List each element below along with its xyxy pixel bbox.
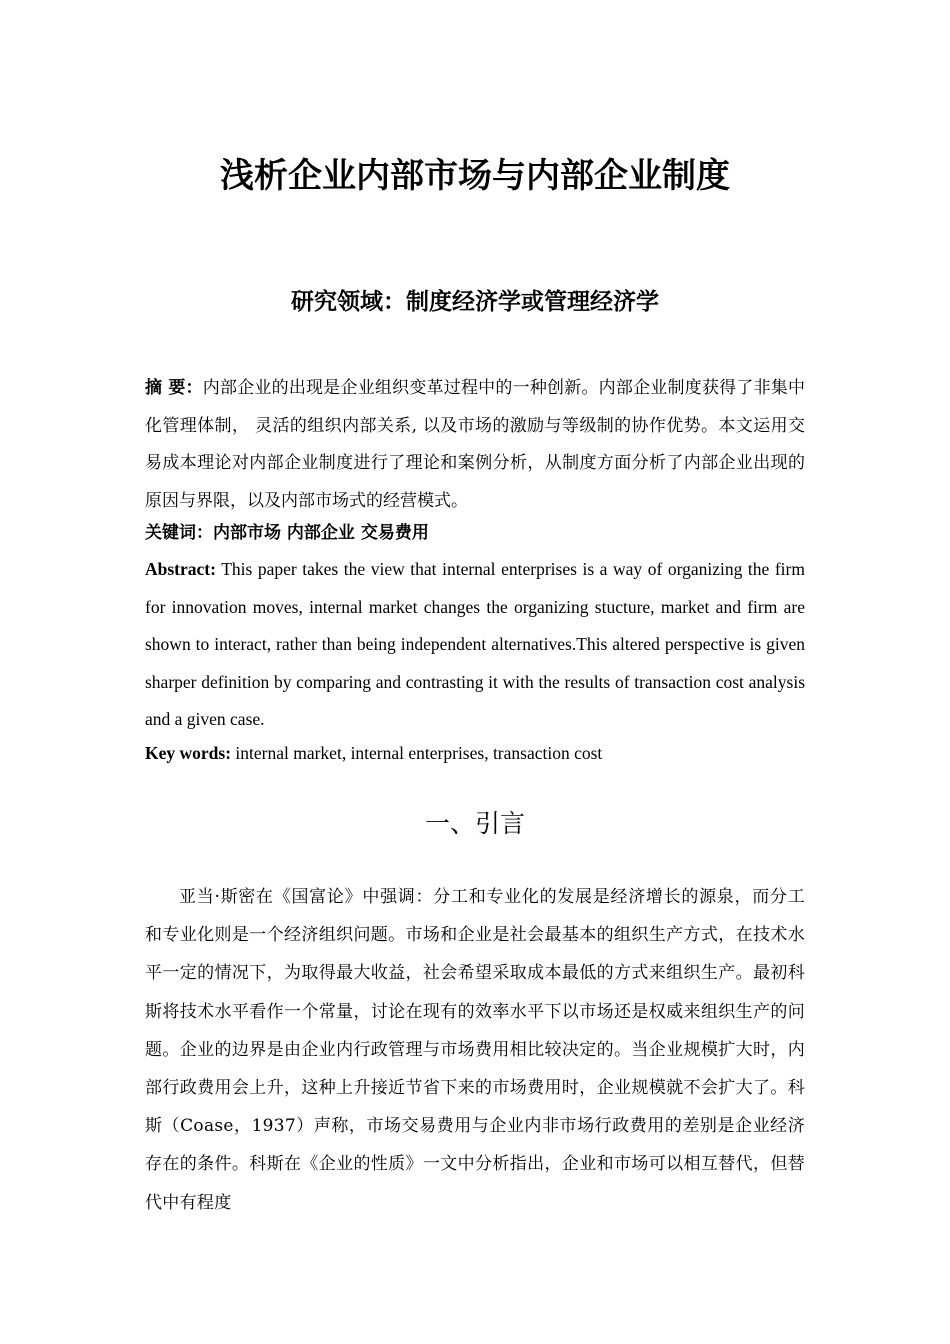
keywords-english [145, 738, 805, 768]
page-title: 浅析企业内部市场与内部企业制度 [220, 156, 730, 196]
abstract-en-label: Abstract: [145, 559, 216, 579]
body-paragraph: 亚当·斯密在《国富论》中强调：分工和专业化的发展是经济增长的源泉，而分工和专业化则是一个经济组织问题。市场和企业是社会最基本的组织生产方式，在技术水平一定的情况下，为取得最大收益，社会希望采取成本最低的方式来组织生产。最初科斯将技术水平看作一个常量，讨论在现有的效率水平下以市场还是权威来组织生产的问题。企业的边界是由企业内行政管理与市场费用相比较决定的。当企业规模扩大时，内部行政费用会上升，这种上升接近节省下来的市场费用时，企业规模就不会扩大了。科斯（Coase，1937）声称，市场交易费用与企业内非市场行政费用的差别是企业经济存在的条件。科斯在《企业的性质》一文中分析指出，企业和市场可以相互替代，但替代中有程度 [145, 887, 805, 1213]
abstract-chinese [145, 370, 805, 520]
abstract-english [145, 551, 805, 739]
section-heading-introduction: 一、引言 [424, 809, 525, 838]
research-field-subtitle: 研究领域：制度经济学或管理经济学 [291, 289, 659, 315]
abstract-cn-label: 摘 要： [145, 378, 203, 398]
keywords-en-text: internal market, internal enterprises, transaction cost [231, 743, 603, 763]
keywords-en-label: Key words: [145, 743, 232, 763]
abstract-cn-text: 内部企业的出现是企业组织变革过程中的一种创新。内部企业制度获得了非集中化管理体制， 灵活的组织内部关系, 以及市场的激励与等级制的协作优势。本文运用交易成本理论对内部企业制度进行了理论和案例分析，从制度方面分析了内部企业出现的原因与界限，以及内部市场式的经营模式。 [145, 378, 806, 511]
abstract-en-text: This paper takes the view that internal enterprises is a way of organizing the firm for innovation moves, internal market changes the organizing stucture, market and firm are shown to interact, rather than being independent alternatives.This altered perspective is given sharper definition by comparing and contrasting it with the results of transaction cost analysis and a given case. [145, 559, 805, 729]
keywords-chinese: 关键词：内部市场 内部企业 交易费用 [145, 523, 429, 543]
